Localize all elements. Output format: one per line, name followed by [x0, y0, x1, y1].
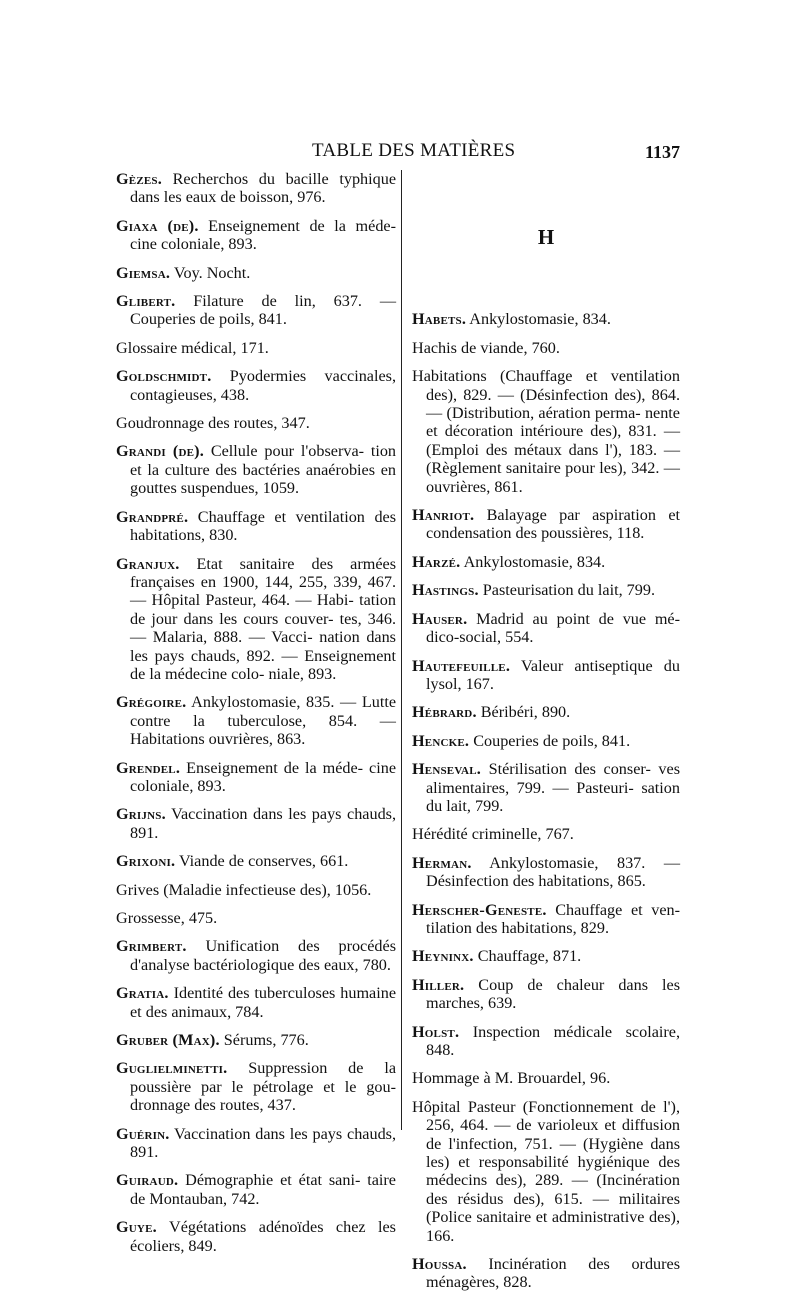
index-entry: [412, 610, 680, 647]
index-entry: [412, 854, 680, 891]
entry-text-line: Inspection médicale scolaire,: [472, 1022, 680, 1041]
entry-text-line: Désinfection des habitations, 865.: [426, 872, 646, 891]
entry-text-line: Grives (Maladie infectieuse des), 1056.: [116, 880, 372, 899]
index-entry: [116, 937, 396, 974]
entry-author: Harzé.: [412, 552, 461, 571]
entry-text-line: tes, 346. — Malaria, 888. — Vacci-: [130, 609, 397, 647]
entry-author: Herscher-Geneste.: [412, 900, 547, 919]
entry-text-line: niale, 893.: [268, 664, 337, 683]
index-entry: [412, 1098, 680, 1245]
entry-author: Guiraud.: [116, 1171, 179, 1190]
entry-text-line: écoliers, 849.: [130, 1236, 217, 1255]
entry-text-line: Enseignement de la méde-: [208, 216, 397, 235]
entry-author: Herman.: [412, 853, 472, 872]
index-entry: [116, 1218, 396, 1255]
entry-text-line: l'), 256, 464. — de varioleux et: [426, 1097, 680, 1135]
entry-text-line: Viande de conserves, 661.: [178, 852, 349, 871]
index-entry: [412, 825, 680, 843]
index-entry: [116, 1059, 396, 1114]
index-entry: [116, 264, 396, 282]
index-entry: [116, 805, 396, 842]
entry-text-line: et administrative des), 166.: [426, 1208, 680, 1245]
index-entry: [412, 947, 680, 965]
index-entry: [116, 984, 396, 1021]
entry-text-line: Grossesse, 475.: [116, 909, 218, 927]
entry-author: Hébrard.: [412, 703, 477, 722]
entry-text-line: Hachis de viande, 760.: [412, 338, 560, 357]
index-entry: [412, 553, 680, 571]
entry-text-line: Chauffage et ven-: [555, 900, 680, 919]
entry-text-line: cine coloniale, 893.: [130, 758, 397, 795]
index-entry: [412, 732, 680, 750]
entry-text-line: 848.: [426, 1041, 455, 1059]
left-column: [116, 170, 396, 1265]
entry-text-line: Etat sanitaire des armées: [196, 554, 397, 573]
entry-author: Grixoni.: [116, 852, 176, 871]
index-entry: [116, 339, 396, 357]
entry-text-line: (Hygiène dans les) et responsabilité: [426, 1134, 680, 1172]
entry-text-line: sation du lait, 799.: [426, 778, 680, 815]
index-entry: [412, 901, 680, 938]
index-entry: [116, 1031, 396, 1049]
index-entry: [412, 1255, 680, 1292]
index-entry: [116, 555, 396, 684]
entry-text-line: Identité des tuberculoses: [173, 984, 336, 1003]
entry-text-line: Recherchos du bacille typhique: [172, 170, 397, 188]
right-column: [412, 170, 680, 1302]
index-entry: [412, 703, 680, 721]
entry-text-line: Pyodermies vaccinales,: [229, 367, 397, 386]
index-entry: [412, 1023, 680, 1060]
entry-text-line: tilation des habitations, 829.: [426, 918, 609, 937]
entry-author: Holst.: [412, 1022, 460, 1041]
entry-text-line: Incinération des ordures: [488, 1255, 681, 1274]
entry-text-line: 831. — (Emploi des métaux dans: [426, 422, 680, 459]
entry-author: Houssa.: [412, 1255, 467, 1274]
index-entry: [412, 760, 680, 815]
entry-text-line: marches, 639.: [426, 994, 517, 1013]
entry-author: Gèzes.: [116, 170, 162, 188]
entry-author: Gratia.: [116, 984, 169, 1003]
entry-text-line: Végétations adénoïdes chez les: [169, 1218, 396, 1237]
index-entry: [116, 508, 396, 545]
entry-author: Hencke.: [412, 731, 470, 750]
entry-text-line: tation de jour dans les cours couver-: [130, 591, 396, 628]
entry-author: Grendel.: [116, 758, 181, 777]
entry-text-line: 467. — Hôpital Pasteur, 464. — Habi-: [130, 572, 396, 610]
entry-text-line: cine coloniale, 893.: [130, 235, 257, 254]
entry-text-line: Ankylostomasie, 835. —: [191, 693, 357, 712]
index-entry: [412, 657, 680, 694]
entry-text-line: des habitations, 830.: [130, 507, 397, 545]
entry-text-line: Coup de chaleur dans les: [478, 975, 680, 994]
index-entry: [116, 1125, 396, 1162]
index-entry: [116, 292, 396, 329]
entry-text-line: dans les eaux de boisson, 976.: [130, 188, 326, 207]
entry-text-line: Béribéri, 890.: [480, 703, 571, 722]
entry-text-line: Habitations (Chauffage et ventilation: [412, 367, 680, 386]
entry-text-line: 1059.: [262, 479, 300, 498]
page-number: 1137: [644, 142, 680, 162]
entry-text-line: Valeur antiseptique du: [520, 656, 680, 675]
entry-author: Grimbert.: [116, 937, 187, 956]
index-entry: [116, 1171, 396, 1208]
index-entry: [116, 367, 396, 404]
entry-text-line: — (Distribution, aération perma-: [426, 404, 641, 423]
entry-text-line: Sérums, 776.: [223, 1031, 309, 1050]
entry-text-line: Chauffage et ventilation: [197, 507, 365, 526]
entry-text-line: 780.: [362, 955, 391, 974]
entry-author: Guye.: [116, 1218, 157, 1237]
index-entry: [116, 852, 396, 870]
entry-author: Grandi (de).: [116, 442, 204, 461]
index-entry: [116, 881, 396, 899]
entry-text-line: l'), 183. — (Règlement sanitaire: [426, 440, 681, 478]
entry-author: Habets.: [412, 310, 467, 329]
entry-text-line: contagieuses, 438.: [130, 385, 250, 404]
entry-author: Hauser.: [412, 609, 468, 628]
index-entry: [412, 310, 680, 328]
entry-text-line: hygiénique des médecins des), 289.: [426, 1153, 681, 1190]
entry-author: Heyninx.: [412, 947, 474, 966]
entry-text-line: Lutte contre la tuberculose, 854. —: [130, 693, 397, 730]
entry-author: Granjux.: [116, 554, 180, 573]
entry-text-line: ves alimentaires, 799. — Pasteuri-: [426, 760, 680, 797]
entry-text-line: Madrid au point de vue mé-: [476, 609, 681, 628]
entry-text-line: Goudronnage des routes, 347.: [116, 414, 310, 433]
entry-author: Hiller.: [412, 975, 465, 994]
entry-text-line: Enseignement de la méde-: [186, 758, 364, 777]
entry-text-line: Cellule pour l'observa-: [210, 442, 365, 461]
entry-author: Grijns.: [116, 805, 166, 824]
index-entry: [116, 414, 396, 432]
entry-text-line: humaine et des animaux, 784.: [130, 984, 397, 1021]
index-entry: [116, 759, 396, 796]
entry-text-line: Unification des procédés: [205, 937, 397, 956]
entry-text-line: Ankylostomasie, 837. —: [489, 853, 681, 872]
entry-author: Hanriot.: [412, 506, 475, 525]
index-entry: [116, 693, 396, 748]
entry-text-line: dico-social, 554.: [426, 628, 534, 647]
column-divider: [401, 170, 402, 1130]
entry-text-line: Ankylostomasie, 834.: [469, 310, 611, 329]
entry-text-line: Chauffage, 871.: [477, 947, 582, 966]
entry-author: Gruber (Max).: [116, 1031, 220, 1050]
entry-text-line: Ankylostomasie, 834.: [463, 552, 606, 571]
entry-text-line: Hommage à M. Brouardel, 96.: [412, 1069, 611, 1088]
entry-text-line: Vaccination dans les pays: [174, 1124, 343, 1143]
index-entry: [412, 506, 680, 543]
entry-text-line: Glossaire médical, 171.: [116, 338, 269, 357]
entry-author: Hautefeuille.: [412, 656, 511, 675]
entry-text-line: pour les), 342. — ouvrières, 861.: [426, 459, 680, 496]
entry-author: Guglielminetti.: [116, 1059, 228, 1078]
entry-text-line: diffusion de l'infection, 751. —: [426, 1116, 681, 1153]
entry-author: Glibert.: [116, 292, 176, 311]
entry-text-line: Stérilisation des conser-: [488, 760, 651, 779]
entry-author: Henseval.: [412, 760, 481, 779]
entry-text-line: Vaccination dans les pays: [171, 805, 342, 824]
index-entry: [412, 367, 680, 496]
running-header: [116, 140, 680, 164]
entry-author: Grégoire.: [116, 693, 187, 712]
entry-text-line: anaérobies en gouttes suspendues,: [130, 460, 396, 498]
index-entry: [116, 442, 396, 497]
entry-text-line: Couperies de poils, 841.: [130, 310, 287, 329]
entry-text-line: Pasteurisation du lait, 799.: [482, 581, 655, 600]
entry-author: Grandpré.: [116, 507, 189, 526]
entry-text-line: Habitations ouvrières, 863.: [130, 730, 306, 749]
entry-text-line: Suppression de la: [248, 1059, 396, 1078]
entry-text-line: condensation des poussières, 118.: [426, 524, 645, 543]
entry-author: Guérin.: [116, 1124, 170, 1143]
entry-text-line: chauds, 891.: [130, 805, 397, 842]
entry-text-line: Enseignement de la médecine colo-: [130, 646, 396, 683]
entry-text-line: poussière par le pétrolage et le gou-: [130, 1077, 396, 1096]
entry-text-line: lysol, 167.: [426, 674, 494, 693]
index-entry: [412, 339, 680, 357]
entry-text-line: Voy. Nocht.: [173, 263, 251, 282]
section-letter: H: [537, 225, 555, 249]
index-entry: [412, 581, 680, 599]
index-entry: [116, 909, 396, 927]
entry-author: Giemsa.: [116, 263, 171, 282]
entry-text-line: ménagères, 828.: [426, 1273, 532, 1292]
entry-text-line: nation dans les pays chauds, 892. —: [130, 628, 396, 665]
page-title: TABLE DES MATIÈRES: [312, 140, 516, 161]
index-entry: [116, 170, 396, 207]
entry-text-line: des), 829. — (Désinfection des), 864.: [426, 385, 680, 404]
index-entry: [116, 217, 396, 254]
entry-text-line: Hérédité criminelle, 767.: [412, 825, 574, 844]
entry-text-line: d'analyse bactériologique des eaux,: [130, 955, 359, 974]
entry-text-line: dronnage des routes, 437.: [130, 1096, 296, 1115]
entry-text-line: Filature de lin, 637. —: [193, 292, 397, 311]
index-entry: [412, 976, 680, 1013]
right-entries: [412, 310, 680, 1291]
entry-text-line: taire de Montauban, 742.: [130, 1171, 396, 1208]
entry-text-line: Couperies de poils, 841.: [473, 731, 631, 750]
entry-author: Goldschmidt.: [116, 367, 212, 386]
entry-text-line: — (Incinération des résidus des),: [426, 1171, 680, 1208]
entry-text-line: Démographie et état sani-: [185, 1171, 361, 1190]
entry-text-line: Hôpital Pasteur (Fonctionnement de: [412, 1097, 656, 1116]
entry-text-line: Balayage par aspiration et: [486, 506, 681, 525]
entry-author: Giaxa (de).: [116, 216, 199, 235]
entry-text-line: françaises en 1900, 144, 255, 339,: [130, 572, 362, 591]
index-entry: [412, 1069, 680, 1087]
entry-text-line: tion et la culture des bactéries: [130, 442, 397, 479]
entry-author: Hastings.: [412, 581, 479, 600]
entry-text-line: 615. — militaires (Police sanitaire: [426, 1189, 681, 1227]
entry-text-line: nente et décoration intérioure des),: [426, 404, 680, 441]
entry-text-line: chauds, 891.: [130, 1124, 397, 1162]
